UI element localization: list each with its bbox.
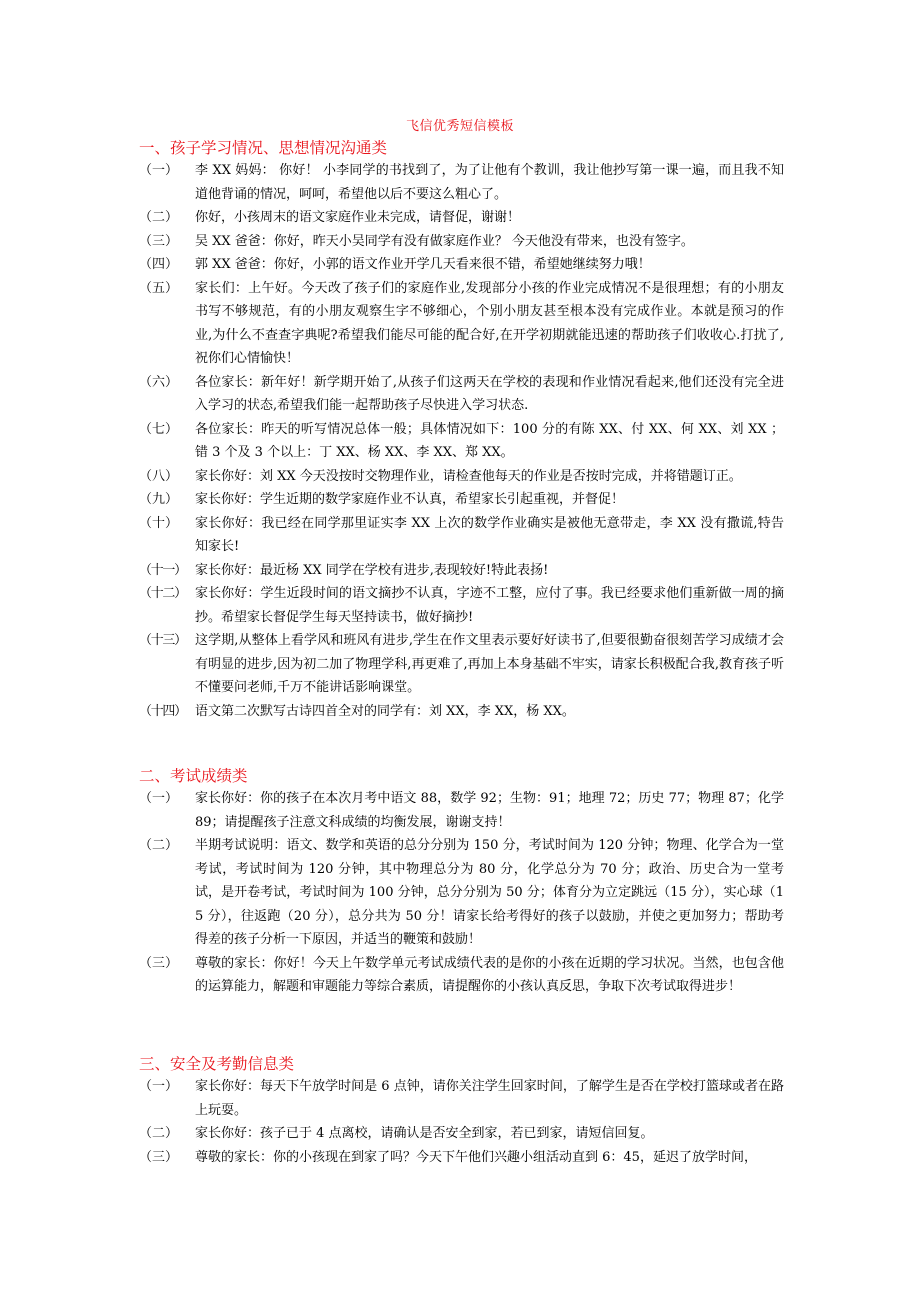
list-item: [139, 418, 784, 465]
section-exam-results: [139, 765, 784, 999]
item-text: 半期考试说明：语文、数学和英语的总分分别为 150 分，考试时间为 120 分钟；物理、化学合为一堂考试，考试时间为 120 分钟，其中物理总分为 80 分，化学总分为 70 分；政治、历史合为一堂考试，是开卷考试，考试时间为 100 分钟，总分分别为 50 分；体育分为立定跳远（15 分），实心球（15 分），往返跑（20 分），总分共为 50 分！请家长给考得好的孩子以鼓励，并使之更加努力；帮助考得差的孩子分析一下原因，并适当的鞭策和鼓励！: [195, 838, 784, 947]
list-item: [139, 230, 784, 254]
item-text: 家长你好：你的孩子在本次月考中语文 88，数学 92；生物：91；地理 72；历史 77；物理 87；化学 89；请提醒孩子注意文科成绩的均衡发展，谢谢支持！: [195, 791, 784, 830]
item-number: （十三）: [139, 633, 186, 648]
item-number: （二）: [139, 838, 179, 853]
item-text: 吴 XX 爸爸：你好，昨天小吴同学有没有做家庭作业？ 今天他没有带来，也没有签字。: [195, 233, 694, 249]
item-number: （九）: [139, 492, 179, 507]
item-text: 尊敬的家长：你好！今天上午数学单元考试成绩代表的是你的小孩在近期的学习状况。当然，也包含他的运算能力，解题和审题能力等综合素质，请提醒你的小孩认真反思，争取下次考试取得进步！: [195, 955, 784, 994]
list-item: [139, 465, 784, 489]
item-text: 家长你好：刘 XX 今天没按时交物理作业，请检查他每天的作业是否按时完成，并将错题订正。: [195, 468, 742, 484]
item-number: （一）: [139, 1079, 179, 1094]
item-text: 家长你好：每天下午放学时间是 6 点钟，请你关注学生回家时间，了解学生是否在学校打篮球或者在路上玩耍。: [195, 1079, 784, 1118]
list-item: [139, 1122, 784, 1146]
item-number: （八）: [139, 468, 179, 484]
item-number: （十一）: [139, 562, 186, 578]
item-number: （四）: [139, 257, 179, 272]
item-text: 各位家长：新年好！新学期开始了,从孩子们这两天在学校的表现和作业情况看起来,他们还没有完全进入学习的状态,希望我们能一起帮助孩子尽快进入学习状态.: [195, 374, 784, 413]
list-item: [139, 206, 784, 230]
item-number: （二）: [139, 1126, 179, 1141]
item-text: 家长你好：学生近段时间的语文摘抄不认真，字迹不工整，应付了事。我已经要求他们重新做一周的摘抄。希望家长督促学生每天坚持读书，做好摘抄!: [195, 586, 784, 625]
section-title: 一、孩子学习情况、思想情况沟通类: [139, 139, 388, 157]
list-item: [139, 277, 784, 371]
list-item: [139, 629, 784, 700]
section-communication: [139, 137, 784, 723]
item-number: （三）: [139, 233, 179, 249]
item-number: （十二）: [139, 586, 186, 601]
item-text: 李 XX 妈妈： 你好！ 小李同学的书找到了，为了让他有个教训，我让他抄写第一课一遍，而且我不知道他背诵的情况，呵呵，希望他以后不要这么粗心了。: [195, 163, 784, 202]
item-number: （三）: [139, 1149, 179, 1165]
section-title: 二、考试成绩类: [139, 767, 248, 785]
item-text: 语文第二次默写古诗四首全对的同学有：刘 XX，李 XX，杨 XX。: [195, 703, 575, 719]
list-item: [139, 834, 784, 952]
item-text: 家长你好：孩子已于 4 点离校，请确认是否安全到家，若已到家，请短信回复。: [195, 1126, 654, 1141]
item-text: 各位家长：昨天的听写情况总体一般；具体情况如下：100 分的有陈 XX、付 XX、何 XX、刘 XX ；错 3 个及 3 个以上：丁 XX、杨 XX、李 XX、郑 XX。: [195, 421, 784, 460]
list-item: [139, 700, 784, 724]
item-number: （六）: [139, 374, 179, 390]
item-number: （一）: [139, 163, 179, 178]
list-item: [139, 952, 784, 999]
item-text: 郭 XX 爸爸：你好，小郭的语文作业开学几天看来很不错，希望她继续努力哦！: [195, 257, 651, 272]
list-item: [139, 559, 784, 583]
item-text: 你好，小孩周末的语文家庭作业未完成，请督促，谢谢！: [195, 210, 521, 225]
item-text: 家长们：上午好。今天改了孩子们的家庭作业,发现部分小孩的作业完成情况不是很理想；有的小朋友书写不够规范，有的小朋友观察生字不够细心，个别小朋友甚至根本没有完成作业。本就是预习的作业,为什么不查查字典呢?希望我们能尽可能的配合好,在开学初期就能迅速的帮助孩子们收收心.打扰了,祝你们心情愉快！: [195, 280, 784, 366]
list-item: [139, 1146, 784, 1170]
item-text: 尊敬的家长：你的小孩现在到家了吗？今天下午他们兴趣小组活动直到 6：45，延迟了放学时间，: [195, 1149, 757, 1165]
list-item: [139, 787, 784, 834]
item-number: （七）: [139, 421, 179, 437]
item-number: （十四）: [139, 703, 186, 719]
list-item: [139, 1075, 784, 1122]
list-item: [139, 582, 784, 629]
item-text: 这学期,从整体上看学风和班风有进步,学生在作文里表示要好好读书了,但要很勤奋很刻苦学习成绩才会有明显的进步,因为初二加了物理学科,再更难了,再加上本身基础不牢实，请家长积极配合我,教育孩子听不懂要问老师,千万不能讲话影响课堂。: [195, 633, 784, 695]
item-number: （三）: [139, 955, 179, 971]
list-item: [139, 371, 784, 418]
list-item: [139, 253, 784, 277]
list-item: [139, 488, 784, 512]
document-title: 飞信优秀短信模板: [405, 119, 514, 134]
item-text: 家长你好：学生近期的数学家庭作业不认真，希望家长引起重视，并督促！: [195, 492, 625, 507]
list-item: [139, 512, 784, 559]
item-number: （五）: [139, 280, 179, 296]
item-number: （十）: [139, 515, 179, 531]
item-number: （一）: [139, 791, 179, 806]
section-safety-attendance: [139, 1053, 784, 1169]
item-text: 家长你好：最近杨 XX 同学在学校有进步,表现较好!特此表扬!: [195, 562, 549, 578]
item-text: 家长你好：我已经在同学那里证实李 XX 上次的数学作业确实是被他无意带走，李 XX 没有撒谎,特告知家长!: [195, 515, 784, 554]
list-item: [139, 159, 784, 206]
item-number: （二）: [139, 210, 179, 225]
section-title: 三、安全及考勤信息类: [139, 1055, 295, 1073]
